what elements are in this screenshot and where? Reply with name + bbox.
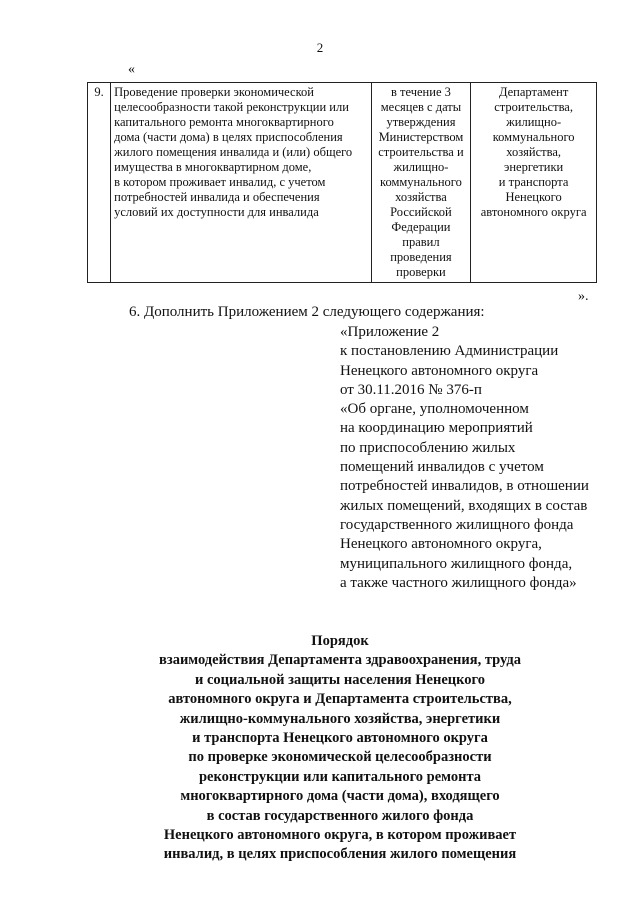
title-line: многоквартирного дома (части дома), входящего — [180, 788, 500, 805]
title-line: взаимодействия Департамента здравоохранения, труда — [159, 652, 521, 669]
description-line: имущества в многоквартирном доме, — [114, 160, 312, 174]
annex-header — [340, 323, 589, 593]
responsible-line: и транспорта — [498, 175, 569, 189]
annex-line: к постановлению Администрации — [340, 343, 559, 360]
deadline-line: коммунального — [380, 175, 462, 189]
deadline-line: Министерством — [378, 130, 464, 144]
closing-quote: ». — [578, 289, 589, 304]
measure-description-cell — [111, 83, 372, 283]
title-line: Ненецкого автономного округа, в котором проживает — [163, 827, 517, 844]
deadline-line: жилищно- — [393, 160, 449, 174]
responsible-line: энергетики — [503, 160, 564, 174]
responsible-line: хозяйства, — [506, 145, 562, 159]
title-line: автономного округа и Департамента строительства, — [168, 691, 512, 708]
title-line: по проверке экономической целесообразности — [188, 749, 492, 766]
description-line: жилого помещения инвалида и (или) общего — [114, 145, 353, 159]
item-6-paragraph: 6. Дополнить Приложением 2 следующего содержания: — [129, 304, 485, 320]
annex-line: «Приложение 2 — [340, 324, 440, 340]
responsible-line: Ненецкого — [505, 190, 562, 204]
annex-line: Ненецкого автономного округа — [340, 362, 539, 379]
title-line: Порядок — [311, 633, 369, 649]
deadline-line: Федерации — [391, 220, 451, 234]
responsible-cell — [471, 83, 597, 283]
title-line: и социальной защиты населения Ненецкого — [194, 671, 486, 688]
row-number-cell: 9. — [88, 83, 111, 283]
title-line: и транспорта Ненецкого автономного округа — [192, 730, 488, 747]
responsible-line: жилищно- — [506, 115, 562, 129]
annex-line: помещений инвалидов с учетом — [340, 459, 544, 476]
responsible-line: Департамент — [498, 85, 569, 99]
annex-line: от 30.11.2016 № 376-п — [340, 381, 482, 398]
deadline-line: проведения — [390, 250, 452, 264]
page-number: 2 — [316, 40, 324, 55]
deadline-line: правил — [402, 235, 440, 249]
deadline-line: проверки — [396, 265, 446, 279]
deadline-cell — [371, 83, 471, 283]
responsible-line: автономного округа — [480, 205, 587, 219]
annex-line: Ненецкого автономного округа, — [340, 536, 542, 553]
description-line: потребностей инвалида и обеспечения — [114, 190, 320, 204]
measures-table — [87, 82, 597, 283]
deadline-line: хозяйства — [395, 190, 447, 204]
annex-line: на координацию мероприятий — [340, 420, 533, 437]
responsible-line: коммунального — [492, 130, 575, 144]
annex-line: муниципального жилищного фонда, — [340, 555, 573, 572]
annex-line: жилых помещений, входящих в состав — [340, 497, 588, 514]
annex-line: по приспособлению жилых — [340, 439, 516, 456]
annex-line: потребностей инвалидов, в отношении — [340, 478, 589, 495]
deadline-line: утверждения — [386, 115, 456, 129]
description-line: капитального ремонта многоквартирного — [114, 115, 334, 129]
deadline-line: месяцев с даты — [380, 100, 462, 114]
description-line: Проведение проверки экономической — [114, 85, 314, 99]
document-title — [0, 632, 640, 865]
deadline-line: строительства и — [378, 145, 464, 159]
table-row — [88, 83, 597, 283]
description-line: в котором проживает инвалид, с учетом — [114, 175, 326, 189]
description-line: дома (части дома) в целях приспособления — [114, 130, 343, 144]
title-line: в состав государственного жилого фонда — [206, 807, 474, 824]
deadline-line: Российской — [390, 205, 452, 219]
title-line: реконструкции или капитального ремонта — [198, 768, 482, 785]
annex-line: а также частного жилищного фонда» — [340, 574, 577, 591]
opening-quote: « — [128, 62, 135, 77]
deadline-line: в течение 3 — [391, 85, 451, 99]
responsible-line: строительства, — [494, 100, 573, 114]
description-line: целесообразности такой реконструкции или — [114, 100, 349, 114]
annex-line: «Об органе, уполномоченном — [340, 401, 529, 418]
annex-line: государственного жилищного фонда — [340, 516, 574, 533]
title-line: инвалид, в целях приспособления жилого помещения — [163, 846, 517, 863]
title-line: жилищно-коммунального хозяйства, энергетики — [179, 710, 501, 727]
description-line: условий их доступности для инвалида — [114, 205, 319, 219]
